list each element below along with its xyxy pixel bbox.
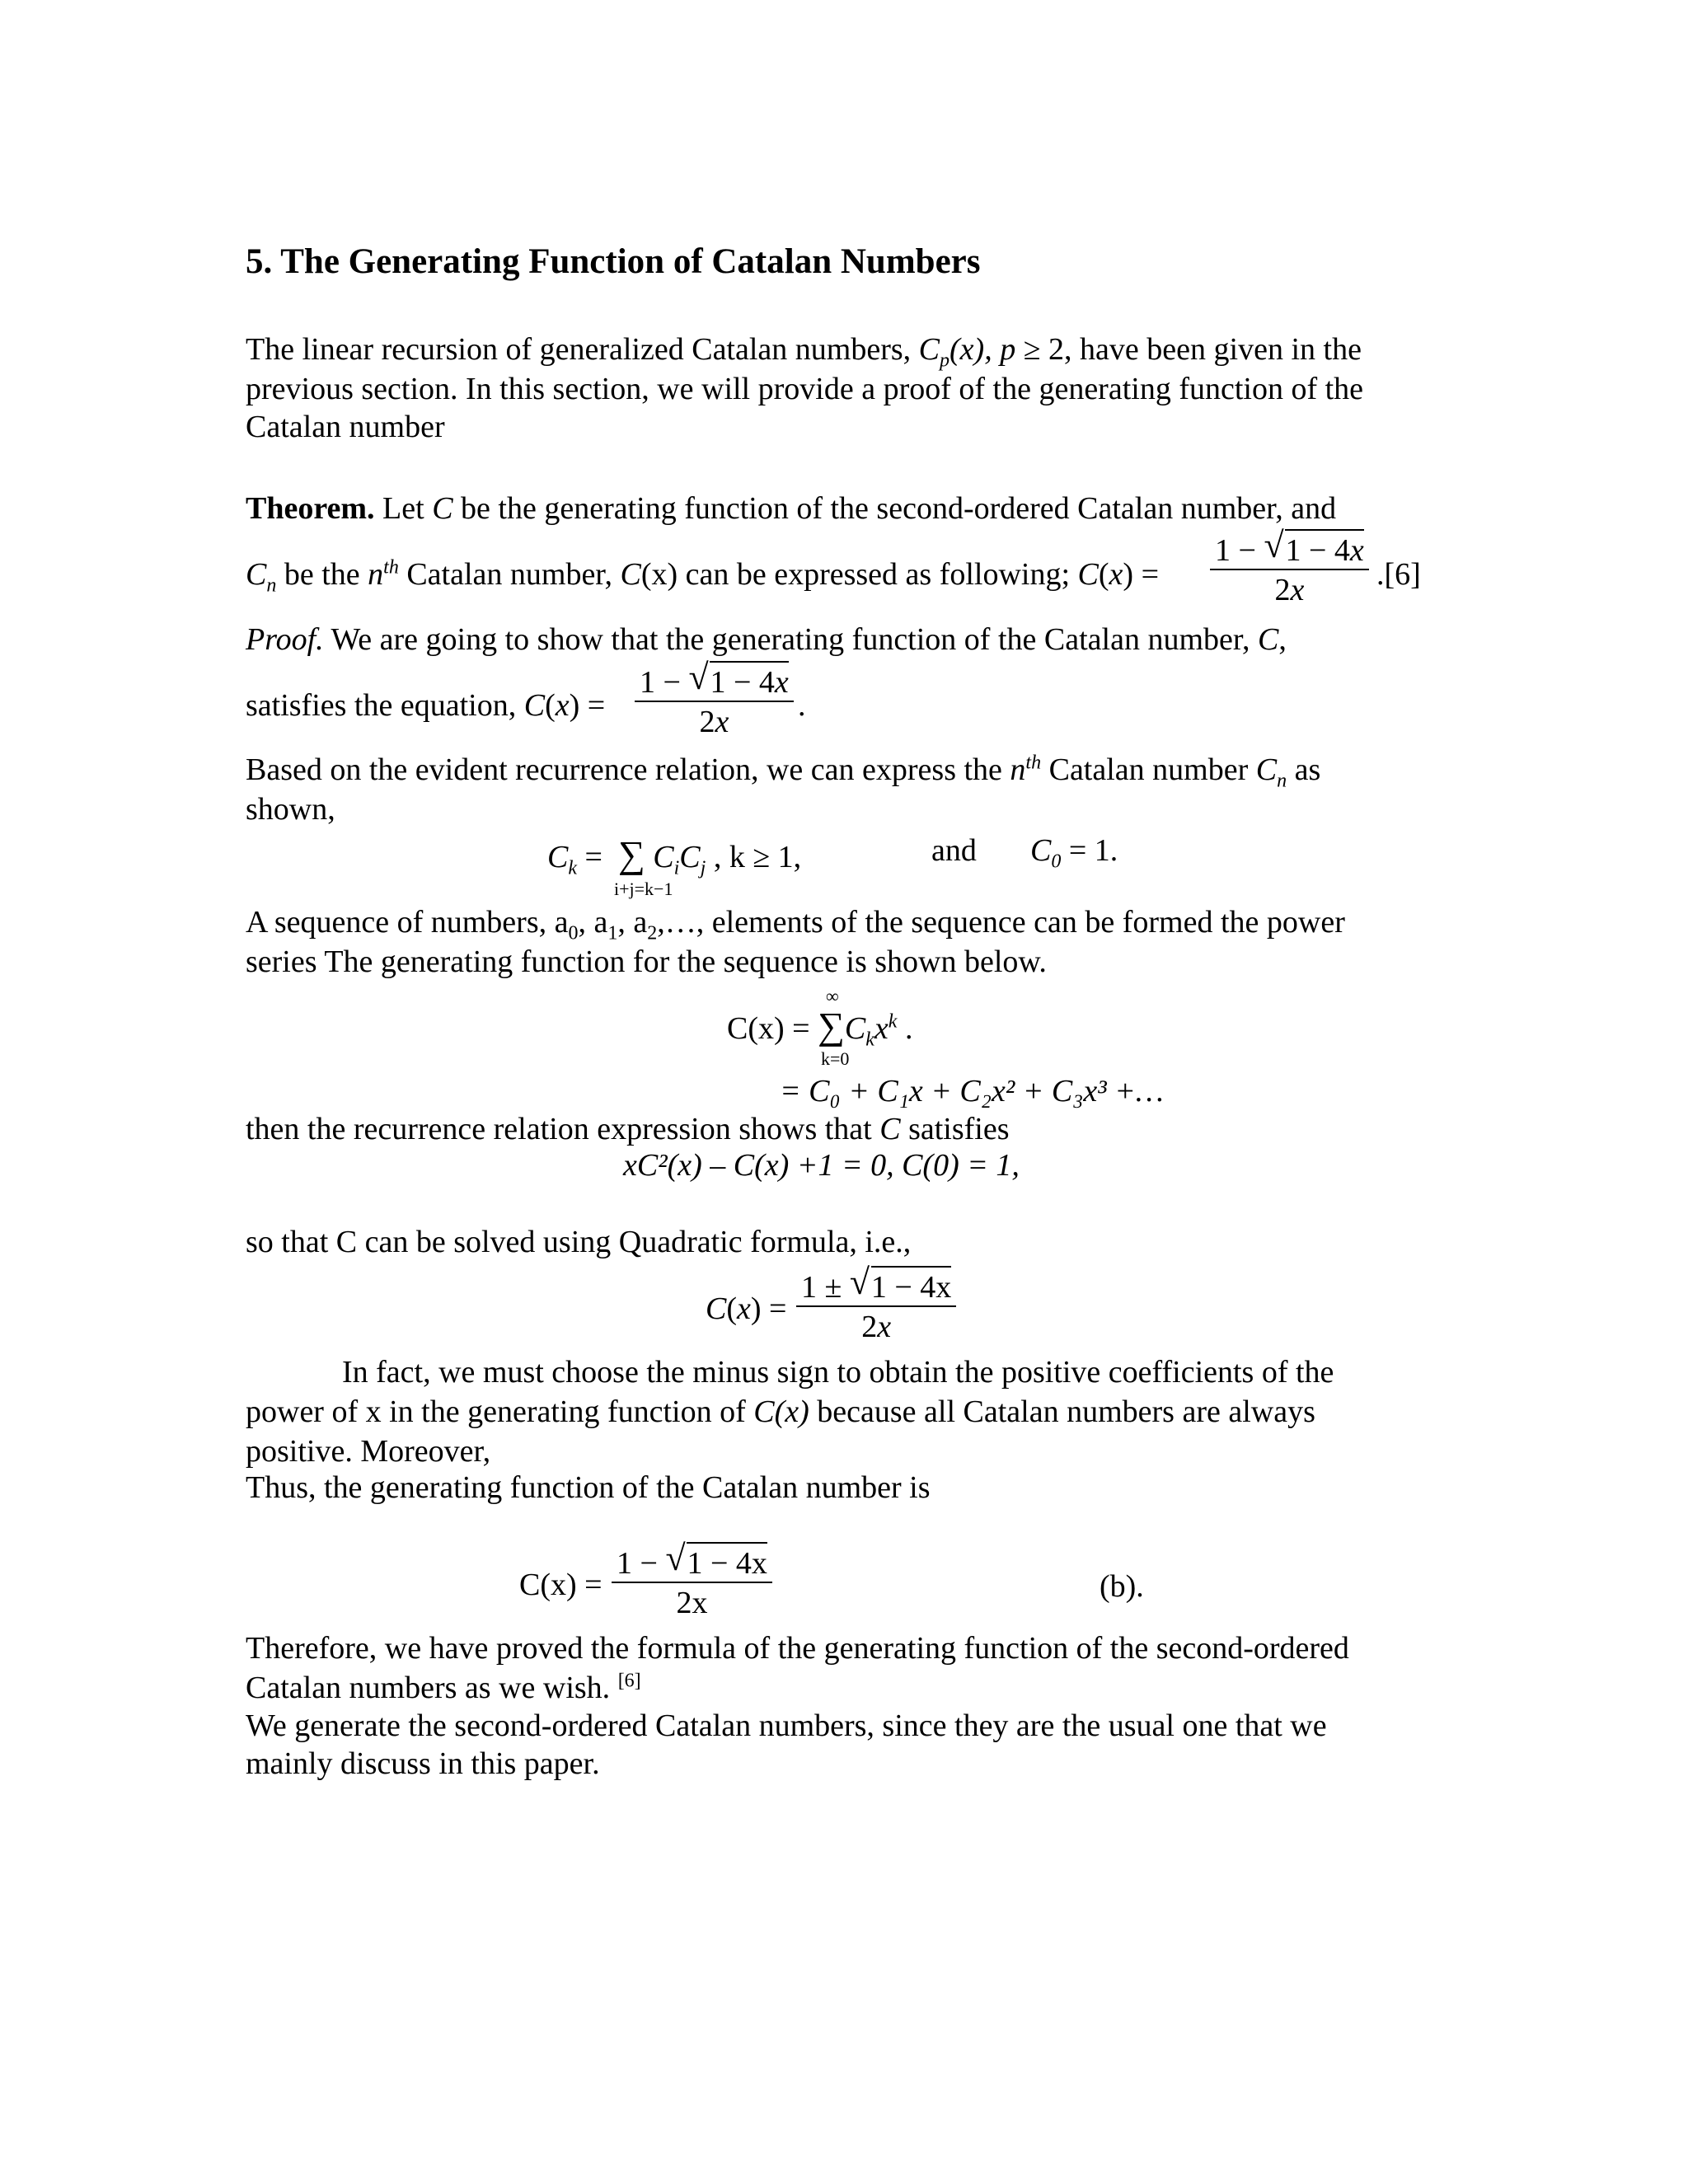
intro-line-2: previous section. In this section, we will provide a proof of the generating function of the bbox=[246, 372, 1364, 406]
quadratic-line: so that C can be solved using Quadratic formula, i.e., bbox=[246, 1225, 912, 1259]
gf-sum-upper: ∞ bbox=[826, 986, 839, 1006]
intro-line-1: The linear recursion of generalized Catalan numbers, $C_p(x)$, p ≥ 2, have been given in the bbox=[246, 332, 1362, 372]
recurrence-initial: $C_0 = 1$. bbox=[1030, 833, 1118, 873]
sequence-line-2: series The generating function for the sequence is shown below. bbox=[246, 944, 1047, 979]
formula-label-b: (b). bbox=[1100, 1569, 1144, 1604]
conclusion-line-2: power of x in the generating function of C(x) because all Catalan numbers are always bbox=[246, 1394, 1315, 1429]
recurrence-sum-index: i+j=k−1 bbox=[614, 879, 673, 899]
proof-line-2: satisfies the equation, C(x) = bbox=[246, 688, 606, 723]
proof-line-3: Based on the evident recurrence relation, we can express the $n^{th}$ Catalan number $C_n$ as bbox=[246, 752, 1321, 792]
theorem-reference: .[6] bbox=[1376, 557, 1421, 592]
final-formula-lhs: C(x) = bbox=[519, 1568, 603, 1602]
conclusion-line-1: In fact, we must choose the minus sign to obtain the positive coefficients of the bbox=[342, 1355, 1334, 1390]
proof-period: . bbox=[798, 688, 806, 723]
gf-series-formula: $C(x) = \sum C_kx^k$ . bbox=[727, 1005, 913, 1051]
theorem-line-2: $C_n$ be the $n^{th}$ Catalan number, C(x) can be expressed as following; C(x) = bbox=[246, 556, 1160, 597]
proof-line-4: shown, bbox=[246, 792, 335, 827]
gf-sum-lower: k=0 bbox=[821, 1048, 850, 1069]
proof-line-1: Proof. We are going to show that the generating function of the Catalan number, C, bbox=[246, 622, 1287, 657]
conclusion-line-8: mainly discuss in this paper. bbox=[246, 1746, 600, 1781]
recurrence-and: and bbox=[931, 833, 977, 868]
recurrence-relation-line: then the recurrence relation expression shows that C satisfies bbox=[246, 1112, 1010, 1146]
conclusion-line-6: Catalan numbers as we wish. [6] bbox=[246, 1670, 641, 1705]
citation-6: [6] bbox=[617, 1670, 641, 1692]
conclusion-line-4: Thus, the generating function of the Catalan number is bbox=[246, 1470, 931, 1505]
conclusion-line-3: positive. Moreover, bbox=[246, 1434, 491, 1469]
theorem-formula-fraction: 1 − √ 1 − 4x 2x bbox=[1210, 529, 1369, 608]
conclusion-line-7: We generate the second-ordered Catalan numbers, since they are the usual one that we bbox=[246, 1708, 1327, 1743]
final-formula-fraction: 1 − √ 1 − 4x 2x bbox=[612, 1542, 772, 1621]
quadratic-lhs: C(x) = bbox=[706, 1291, 787, 1326]
quadratic-fraction: 1 ± √ 1 − 4x 2x bbox=[796, 1266, 956, 1345]
gf-expansion: = C₀ + C₁x + C₂x² + C₃x³ +… bbox=[780, 1074, 1164, 1108]
theorem-line-1: Theorem. Let C be the generating function of the second-ordered Catalan number, and bbox=[246, 491, 1337, 526]
section-title: 5. The Generating Function of Catalan Numbers bbox=[246, 242, 981, 281]
conclusion-line-5: Therefore, we have proved the formula of the generating function of the second-ordered bbox=[246, 1631, 1349, 1666]
intro-line-3: Catalan number bbox=[246, 410, 445, 444]
recurrence-relation-equation: xC²(x) – C(x) +1 = 0, C(0) = 1, bbox=[623, 1148, 1020, 1183]
proof-formula-fraction: 1 − √ 1 − 4x 2x bbox=[635, 661, 794, 740]
sequence-line-1: A sequence of numbers, $a_0$, $a_1$, $a_2,\dots$, elements of the sequence can be formed the power bbox=[246, 905, 1345, 944]
recurrence-formula: $C_k$ = ∑ $C_iC_j$ , k ≥ 1, bbox=[547, 833, 802, 879]
